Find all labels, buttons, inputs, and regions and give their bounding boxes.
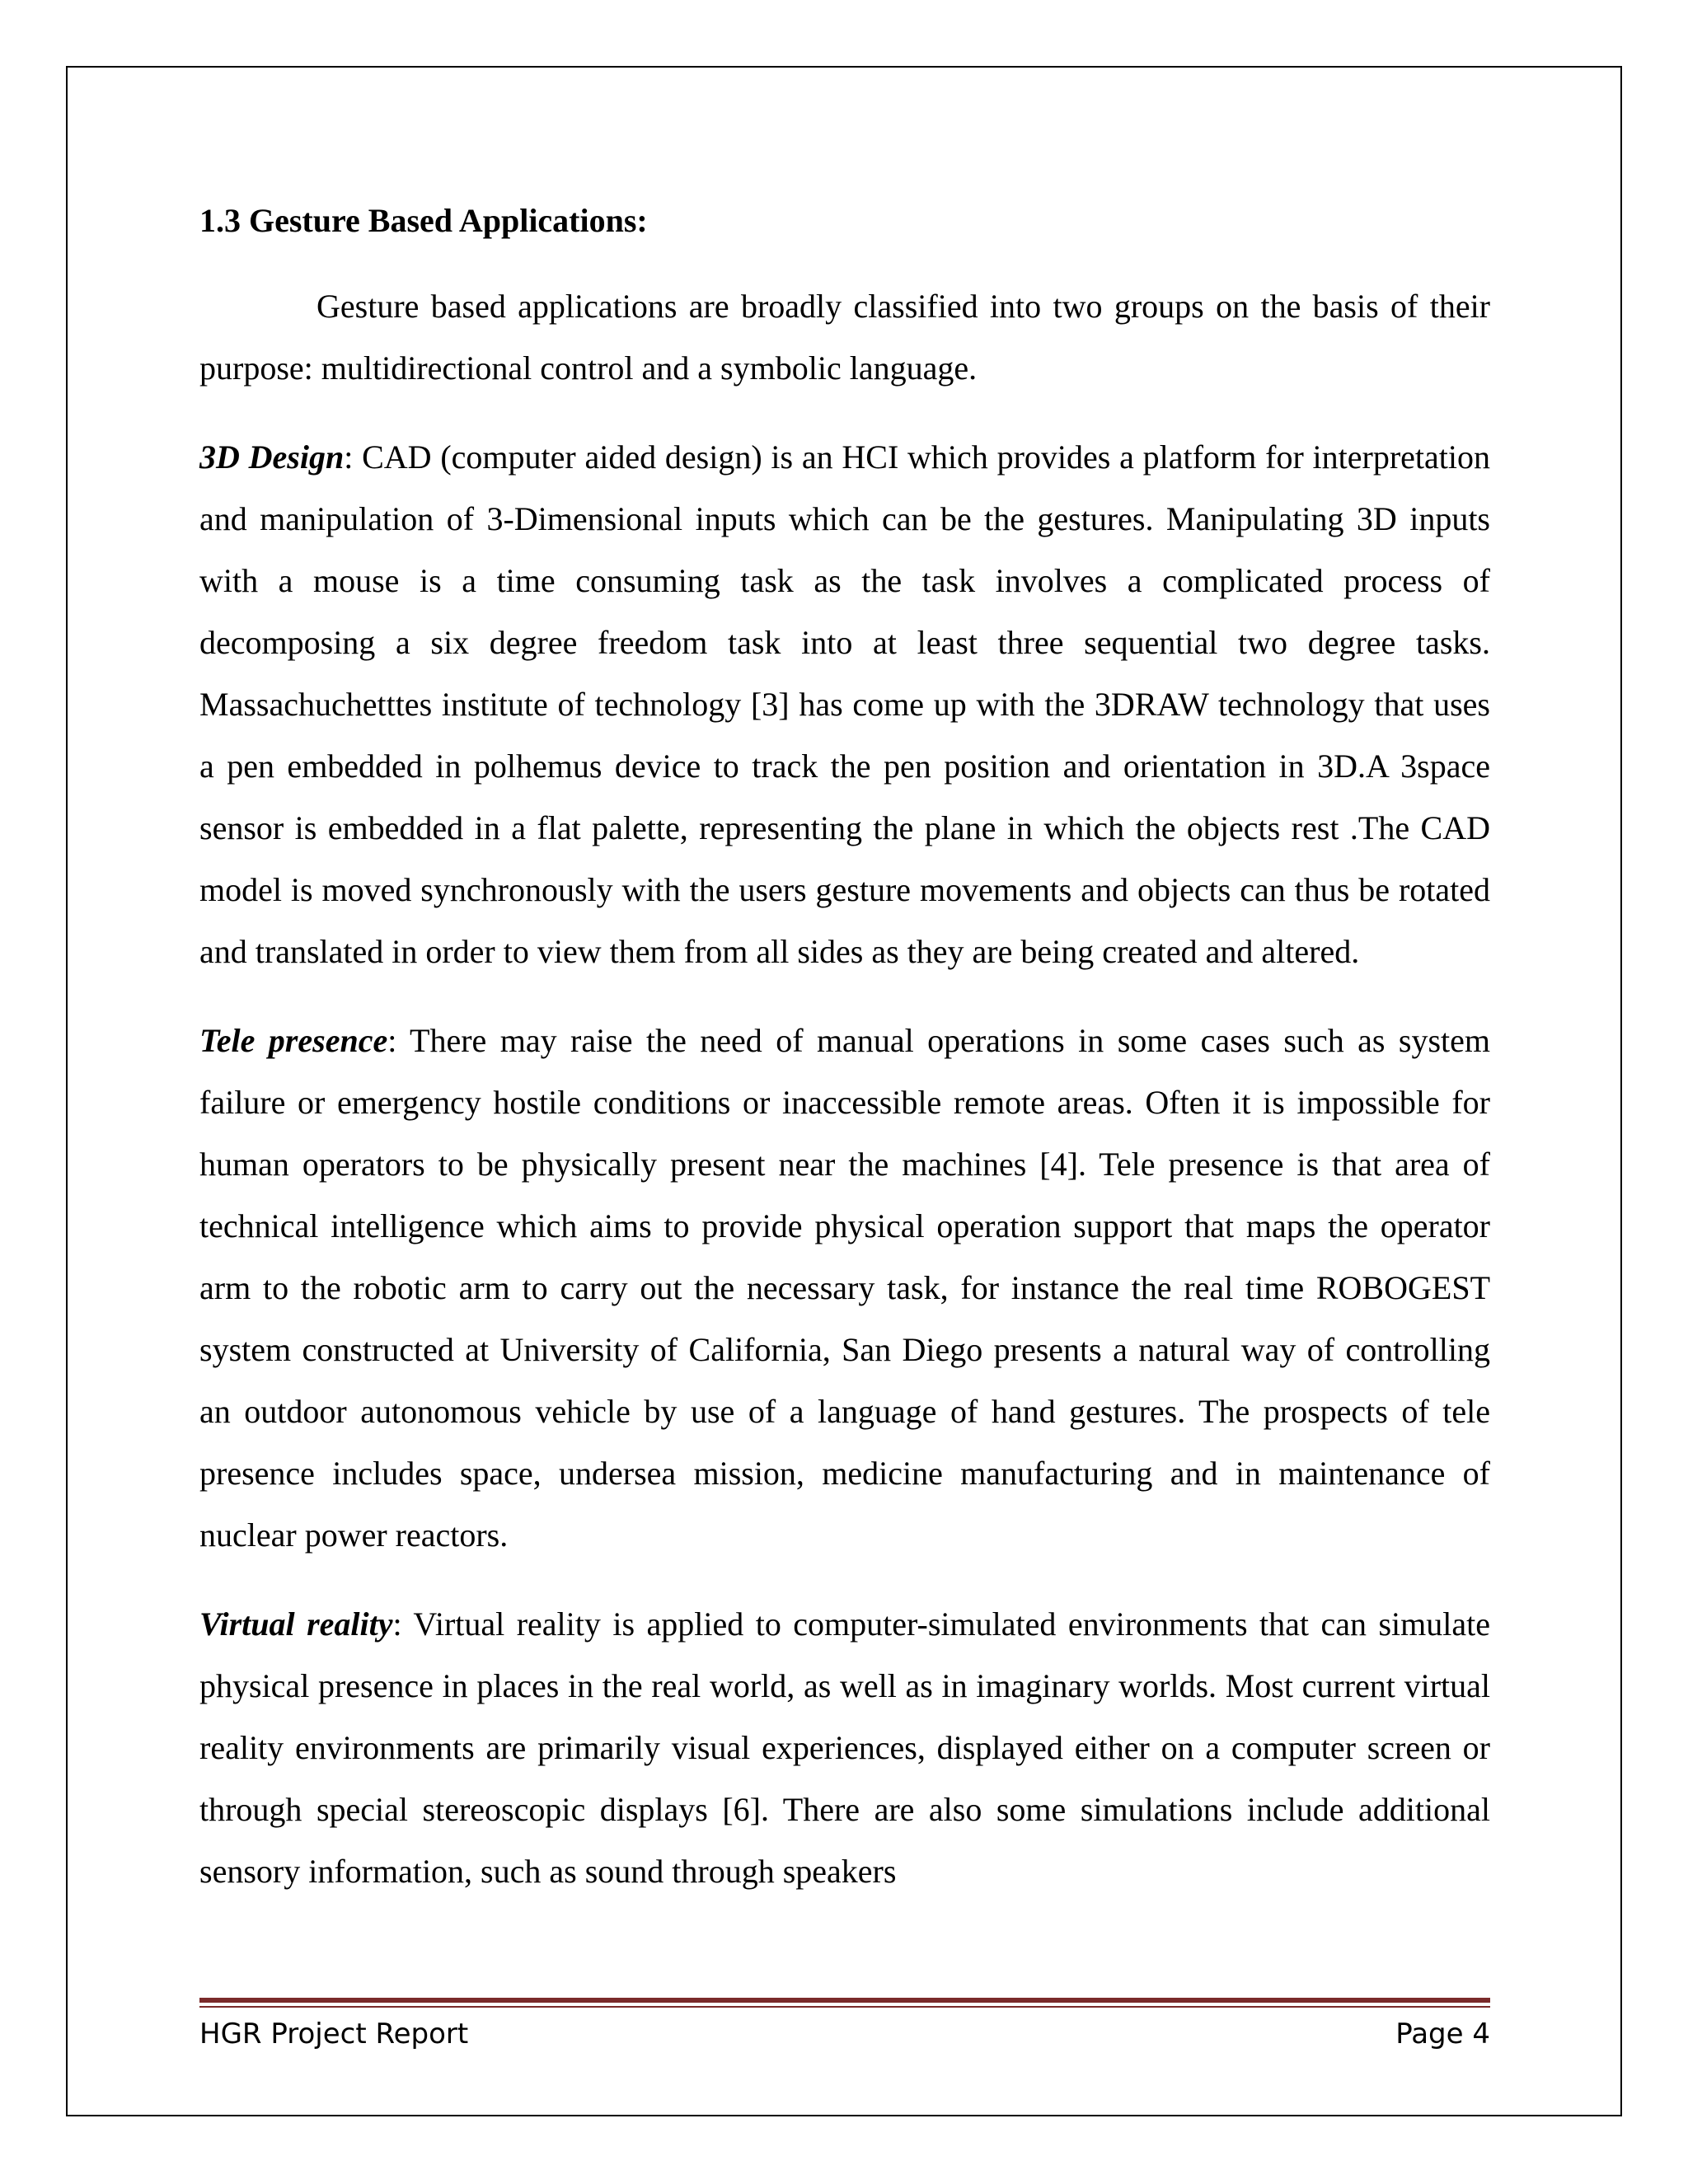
- paragraph-tele-presence-text: : There may raise the need of manual operations in some cases such as system failure or emergency hostile conditions or inaccessible remote areas. Often it is impossible for human operators to be physically present near the machines [4]. Tele presence is that area of technical intelligence which aims to provide physical operation support that maps the operator arm to the robotic arm to carry out the necessary task, for instance the real time ROBOGEST system constructed at University of California, San Diego presents a natural way of controlling an outdoor autonomous vehicle by use of a language of hand gestures. The prospects of tele presence includes space, undersea mission, medicine manufacturing and in maintenance of nuclear power reactors.: [199, 1022, 1491, 1554]
- footer-report-title: HGR Project Report: [199, 2018, 469, 2050]
- paragraph-virtual-reality: [199, 1593, 1490, 1902]
- paragraph-3d-design-text: : CAD (computer aided design) is an HCI which provides a platform for interpretation and manipulation of 3-Dimensional inputs which can be the gestures. Manipulating 3D inputs with a mouse is a time consuming task as the task involves a complicated process of decomposing a six degree freedom task into at least three sequential two degree tasks. Massachuchetttes institute of technology [3] has come up with the 3DRAW technology that uses a pen embedded in polhemus device to track the pen position and orientation in 3D.A 3space sensor is embedded in a flat palette, representing the plane in which the objects rest .The CAD model is moved synchronously with the users gesture movements and objects can thus be rotated and translated in order to view them from all sides as they are being created and altered.: [199, 438, 1491, 970]
- intro-paragraph: Gesture based applications are broadly classified into two groups on the basis of their purpose: multidirectional control and a symbolic language.: [199, 288, 1490, 387]
- page-content: [199, 191, 1490, 1929]
- paragraph-virtual-reality-text: : Virtual reality is applied to computer-simulated environments that can simulate physical presence in places in the real world, as well as in imaginary worlds. Most current virtual reality environments are primarily visual experiences, displayed either on a computer screen or through special stereoscopic displays [6]. There are also some simulations include additional sensory information, such as sound through speakers: [199, 1605, 1490, 1890]
- footer-rule-thin: [199, 2006, 1490, 2008]
- paragraph-3d-design: [199, 426, 1490, 982]
- paragraph-tele-presence: [199, 1010, 1490, 1566]
- term-virtual-reality: Virtual reality: [199, 1605, 393, 1643]
- footer-rule: [199, 1998, 1490, 2003]
- section-heading: 1.3 Gesture Based Applications:: [199, 202, 648, 239]
- footer-page-number: Page 4: [1395, 2018, 1490, 2050]
- term-tele-presence: Tele presence: [199, 1022, 388, 1059]
- term-3d-design: 3D Design: [199, 438, 345, 476]
- page-footer: [199, 2011, 1490, 2057]
